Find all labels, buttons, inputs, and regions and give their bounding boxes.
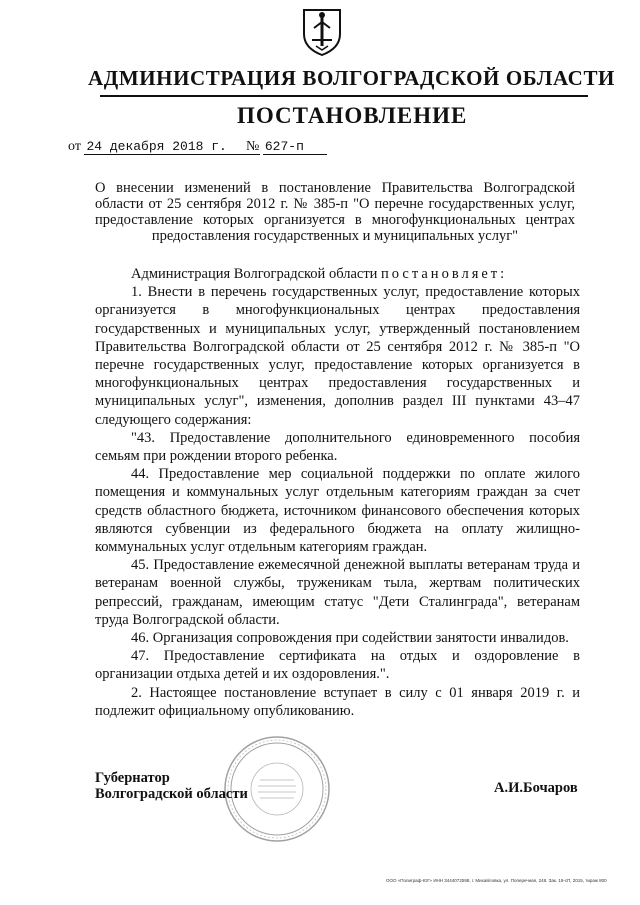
document-date (68, 139, 260, 155)
intro-decree-word: постановляет: (381, 266, 508, 282)
paragraph-44: 44. Предоставление мер социальной поддержки по оплате жилого помещения и коммунальных услуг отдельным категориям граждан за счет средств областного бюджета, источником финансового обеспечения которых являются субвенции из федерального бюджета на оплату жилищно-коммунальных услуг отдельным категориям граждан. (95, 466, 580, 556)
document-body (95, 265, 580, 720)
paragraph-43: "43. Предоставление дополнительного единовременного пособия семьям при рождении второго ребенка. (95, 429, 580, 465)
number-value: 627-п (263, 139, 327, 155)
number-prefix: № (246, 139, 260, 154)
paragraph-1: 1. Внести в перечень государственных услуг, предоставление которых организуется в многофункциональных центрах предоставления государственных и муниципальных услуг, утвержденный постановлением Правительства Волгоградской области от 25 сентября 2012 г. № 385-п "О перечне государственных услуг, предоставление которых организуется в многофункциональных центрах предоставления государственных и муниципальных услуг", изменения, дополнив раздел III пунктами 43–47 следующего содержания: (95, 284, 580, 428)
intro-text: Администрация Волгоградской области (131, 266, 378, 282)
signatory-position-line2: Волгоградской области (95, 786, 248, 802)
document-number (246, 139, 327, 155)
paragraph-2: 2. Настоящее постановление вступает в силу с 01 января 2019 г. и подлежит официальному опубликованию. (95, 684, 580, 719)
date-value: 24 декабря 2018 г. (84, 139, 260, 155)
document-subject: О внесении изменений в постановление Правительства Волгоградской области от 25 сентября 2012 г. № 385-п "О перечне государственных услуг, предоставление которых организуется в многофункциональных центрах предоставления государственных и муниципальных услуг" (95, 180, 575, 244)
intro-paragraph (95, 265, 580, 283)
paragraph-45: 45. Предоставление ежемесячной денежной выплаты ветеранам труда и ветеранам военной службы, труженикам тыла, жертвам политических репрессий, гражданам, имеющим статус "Дети Сталинграда", ветеранам труда Волгоградской области. (95, 557, 580, 628)
coat-of-arms-emblem-icon (300, 6, 344, 56)
date-prefix: от (68, 139, 81, 154)
signatory-name: А.И.Бочаров (494, 780, 578, 796)
header-divider (100, 95, 588, 97)
signatory-position-line1: Губернатор (95, 770, 170, 786)
paragraph-47: 47. Предоставление сертификата на отдых и оздоровление в организации отдыха детей и их оздоровления.". (95, 648, 580, 683)
paragraph-46: 46. Организация сопровождения при содействии занятости инвалидов. (131, 630, 569, 647)
signatory-position (95, 770, 248, 802)
document-type: ПОСТАНОВЛЕНИЕ (237, 103, 468, 128)
printer-imprint: ООО «Полиграф-ЮГ» ИНН 3444072598, г. Михайловка, ул. Поперечная, 248. Зак. 19-сП, 2015, тираж 800 (386, 878, 607, 883)
organization-title: АДМИНИСТРАЦИЯ ВОЛГОГРАДСКОЙ ОБЛАСТИ (88, 66, 615, 90)
